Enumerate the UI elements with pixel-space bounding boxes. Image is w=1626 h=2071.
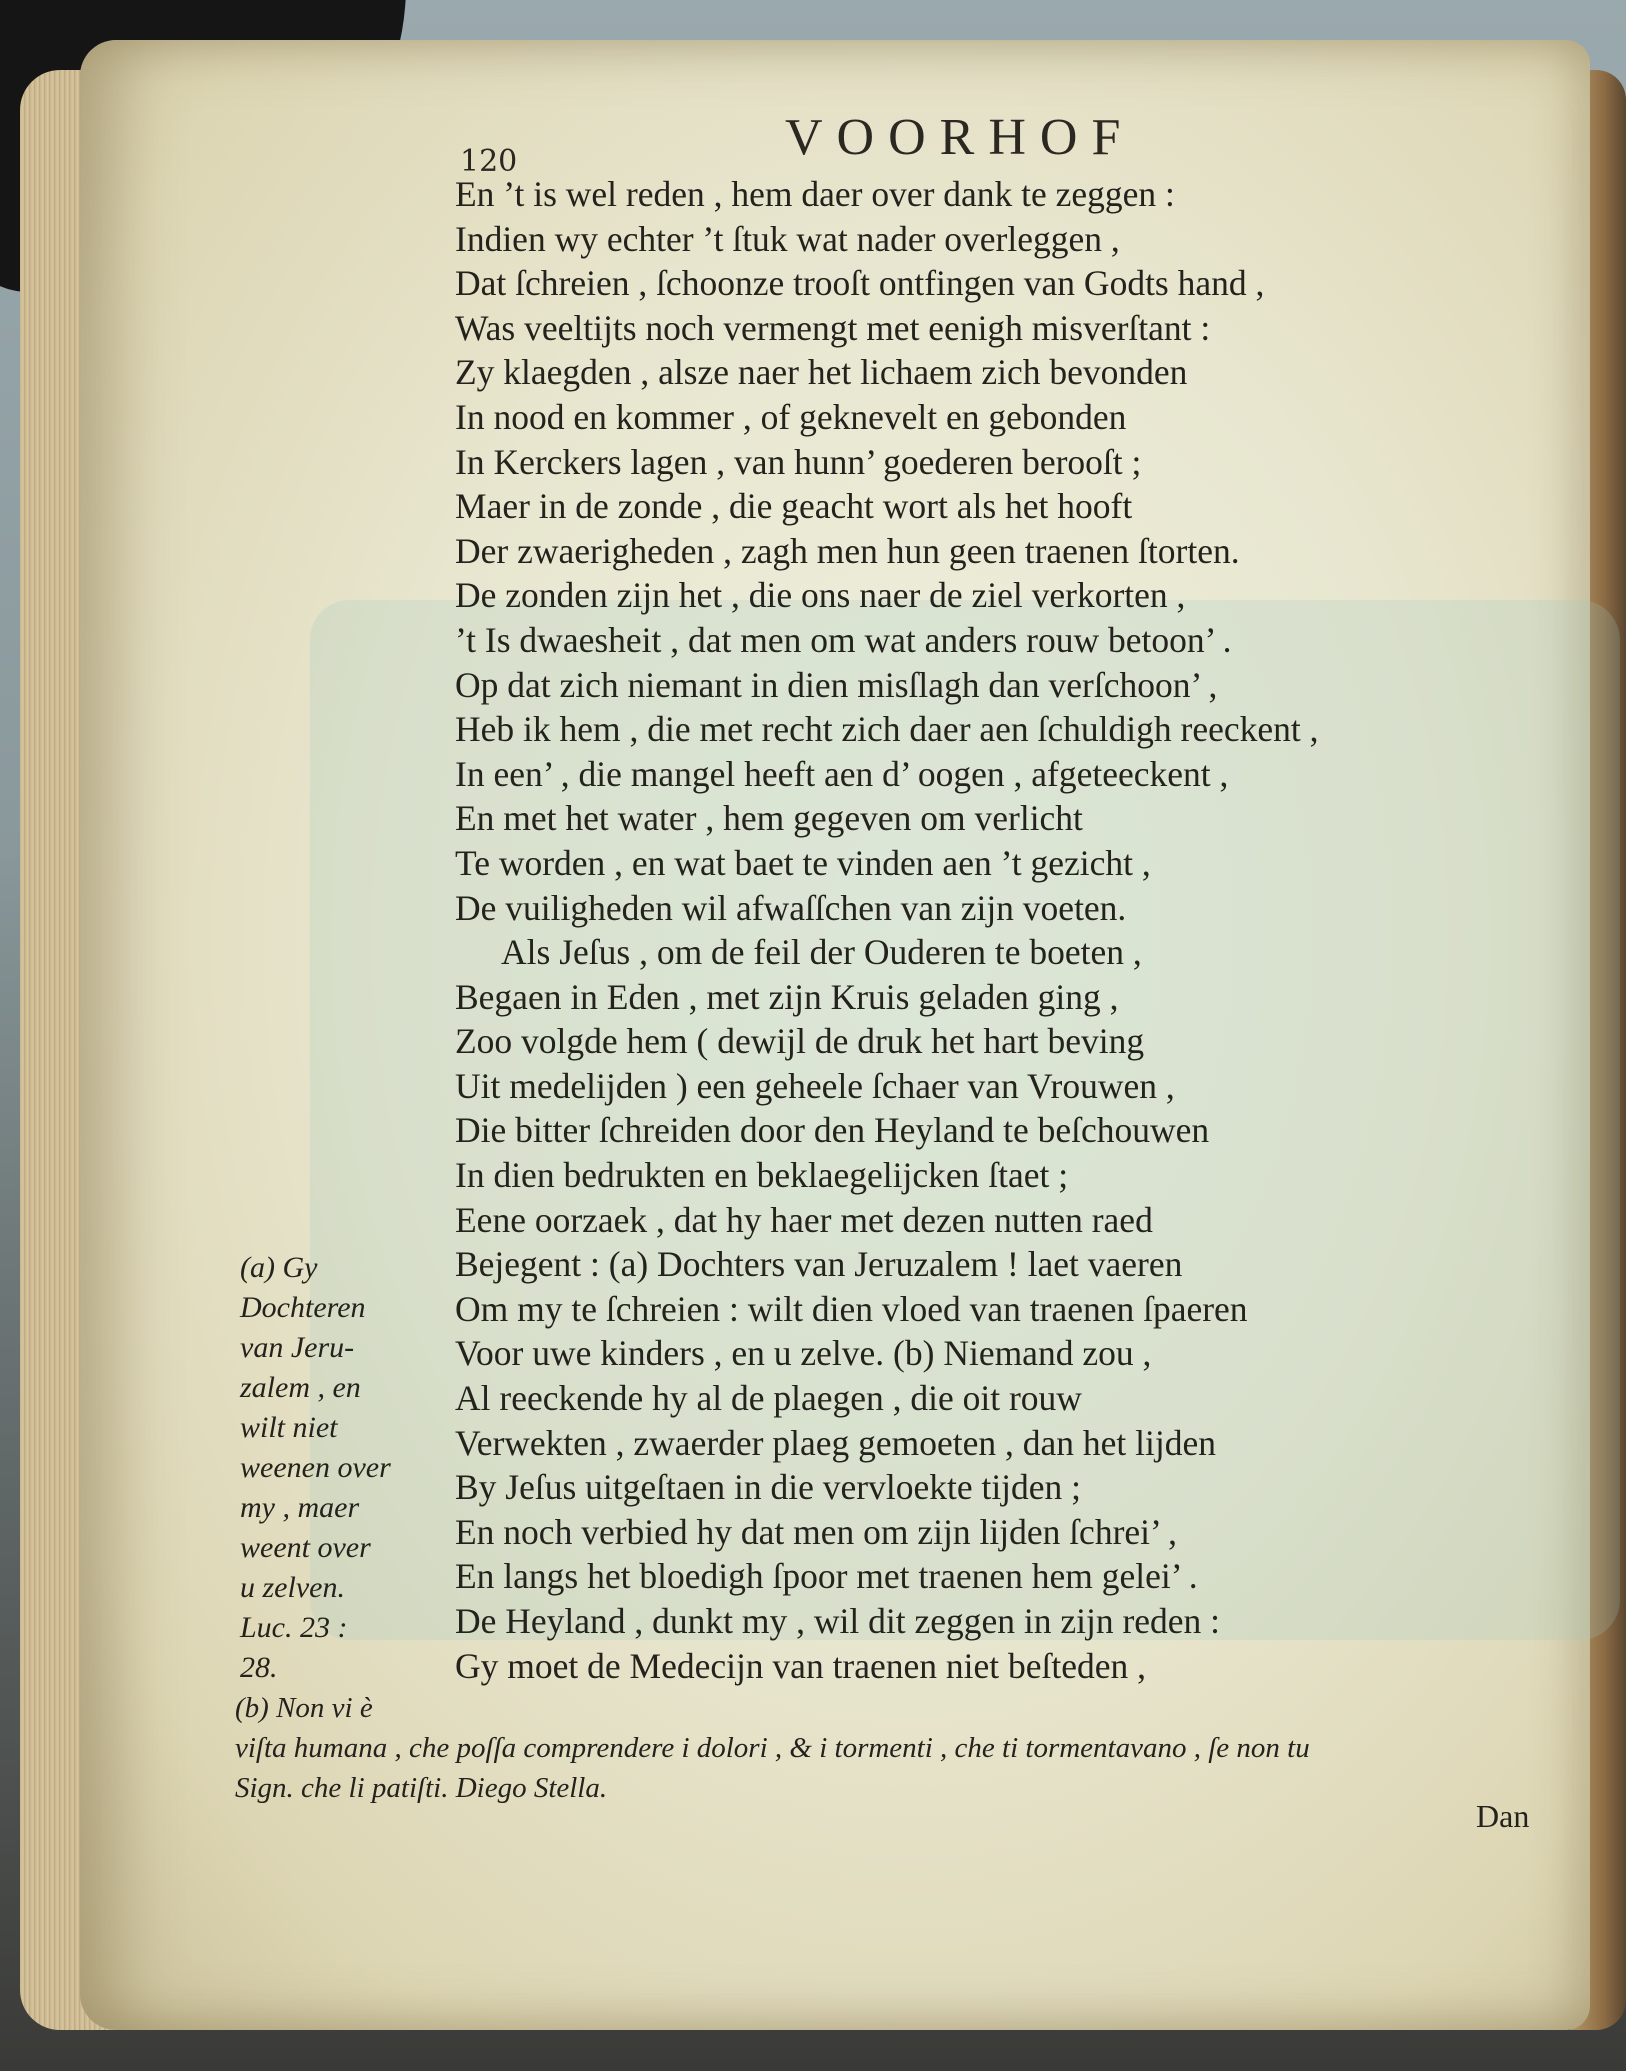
verse-line: Heb ik hem , die met recht zich daer aen ſchuldigh reeckent ,: [455, 709, 1319, 750]
page-title: VOORHOF: [785, 109, 1135, 166]
verse-line: By Jeſus uitgeſtaen in die vervloekte tijden ;: [455, 1467, 1082, 1508]
verse-line: Op dat zich niemant in dien misſlagh dan verſchoon’ ,: [455, 664, 1218, 705]
verse-line: En langs het bloedigh ſpoor met traenen hem gelei’ .: [455, 1556, 1198, 1597]
margin-note-line: (a) Gy: [240, 1251, 318, 1284]
verse-line: Gy moet de Medecijn van traenen niet beſteden ,: [455, 1645, 1147, 1686]
margin-note-line: 28.: [240, 1651, 278, 1684]
margin-note-line: zalem , en: [240, 1371, 361, 1404]
verse-line: ’t Is dwaesheit , dat men om wat anders rouw betoon’ .: [455, 619, 1232, 660]
footnote: [235, 1688, 1555, 1808]
margin-note-line: weenen over: [240, 1451, 391, 1484]
verse-line: Zoo volgde hem ( dewijl de druk het hart beving: [455, 1021, 1145, 1062]
verse-line: De vuiligheden wil afwaſſchen van zijn voeten.: [455, 887, 1127, 928]
verse-line: En noch verbied hy dat men om zijn lijden ſchrei’ ,: [455, 1511, 1177, 1552]
margin-note: [240, 1248, 430, 1688]
margin-note-line: u zelven.: [240, 1571, 345, 1604]
verse-line: Uit medelijden ) een geheele ſchaer van Vrouwen ,: [455, 1065, 1175, 1106]
verse-line: Bejegent : (a) Dochters van Jeruzalem ! laet vaeren: [455, 1244, 1183, 1285]
verse-line: Begaen in Eden , met zijn Kruis geladen ging ,: [455, 976, 1119, 1017]
verse-line: Die bitter ſchreiden door den Heyland te beſchouwen: [455, 1110, 1210, 1151]
footnote-line: (b) Non vi è: [235, 1692, 373, 1724]
margin-note-line: Dochteren: [240, 1291, 366, 1324]
verse-line: Eene oorzaek , dat hy haer met dezen nutten raed: [455, 1199, 1153, 1240]
verse-line: Der zwaerigheden , zagh men hun geen traenen ſtorten.: [455, 530, 1240, 571]
verse-line: Verwekten , zwaerder plaeg gemoeten , dan het lijden: [455, 1422, 1216, 1463]
verse-line: In een’ , die mangel heeft aen d’ oogen , afgeteeckent ,: [455, 753, 1229, 794]
verse-line: Zy klaegden , alsze naer het lichaem zich bevonden: [455, 352, 1188, 393]
verse-line: In nood en kommer , of geknevelt en gebonden: [455, 396, 1127, 437]
running-head: [460, 108, 1360, 179]
verse-line: De Heyland , dunkt my , wil dit zeggen in zijn reden :: [455, 1601, 1221, 1641]
verse-line: Al reeckende hy al de plaegen , die oit rouw: [455, 1378, 1082, 1419]
verse-line: En met het water , hem gegeven om verlicht: [455, 798, 1083, 839]
verse-line: Dat ſchreien , ſchoonze trooſt ontfingen van Godts hand ,: [455, 263, 1265, 304]
verse-line: Als Jeſus , om de feil der Ouderen te boeten ,: [501, 932, 1142, 973]
footnote-line: viſta humana , che poſſa comprendere i dolori , & i tormenti , che ti tormentavano , ſe non tu: [235, 1732, 1310, 1764]
catchword: Dan: [1476, 1798, 1530, 1834]
margin-note-line: van Jeru-: [240, 1331, 355, 1364]
verse-line: Maer in de zonde , die geacht wort als het hooft: [455, 486, 1133, 527]
verse-line: Te worden , en wat baet te vinden aen ’t gezicht ,: [455, 842, 1151, 883]
margin-note-line: Luc. 23 :: [240, 1611, 348, 1644]
verse-line: Voor uwe kinders , en u zelve. (b) Niemand zou ,: [455, 1333, 1152, 1374]
verse-line: In Kerckers lagen , van hunn’ goederen berooſt ;: [455, 441, 1142, 482]
page-number: 120: [460, 144, 518, 179]
margin-note-line: wilt niet: [240, 1411, 338, 1444]
verse-line: Was veeltijts noch vermengt met eenigh misverſtant :: [455, 307, 1211, 348]
verse-line: In dien bedrukten en beklaegelijcken ſtaet ;: [455, 1155, 1069, 1196]
verse-text: [455, 172, 1555, 1688]
verse-line: De zonden zijn het , die ons naer de ziel verkorten ,: [455, 575, 1186, 616]
footnote-line: Sign. che li patiſti. Diego Stella.: [235, 1772, 608, 1804]
verse-line: Om my te ſchreien : wilt dien vloed van traenen ſpaeren: [455, 1288, 1248, 1329]
verse-line: En ’t is wel reden , hem daer over dank te zeggen :: [455, 174, 1175, 214]
verse-line: Indien wy echter ’t ſtuk wat nader overleggen ,: [455, 218, 1120, 259]
margin-note-line: weent over: [240, 1531, 371, 1564]
margin-note-line: my , maer: [240, 1491, 360, 1524]
